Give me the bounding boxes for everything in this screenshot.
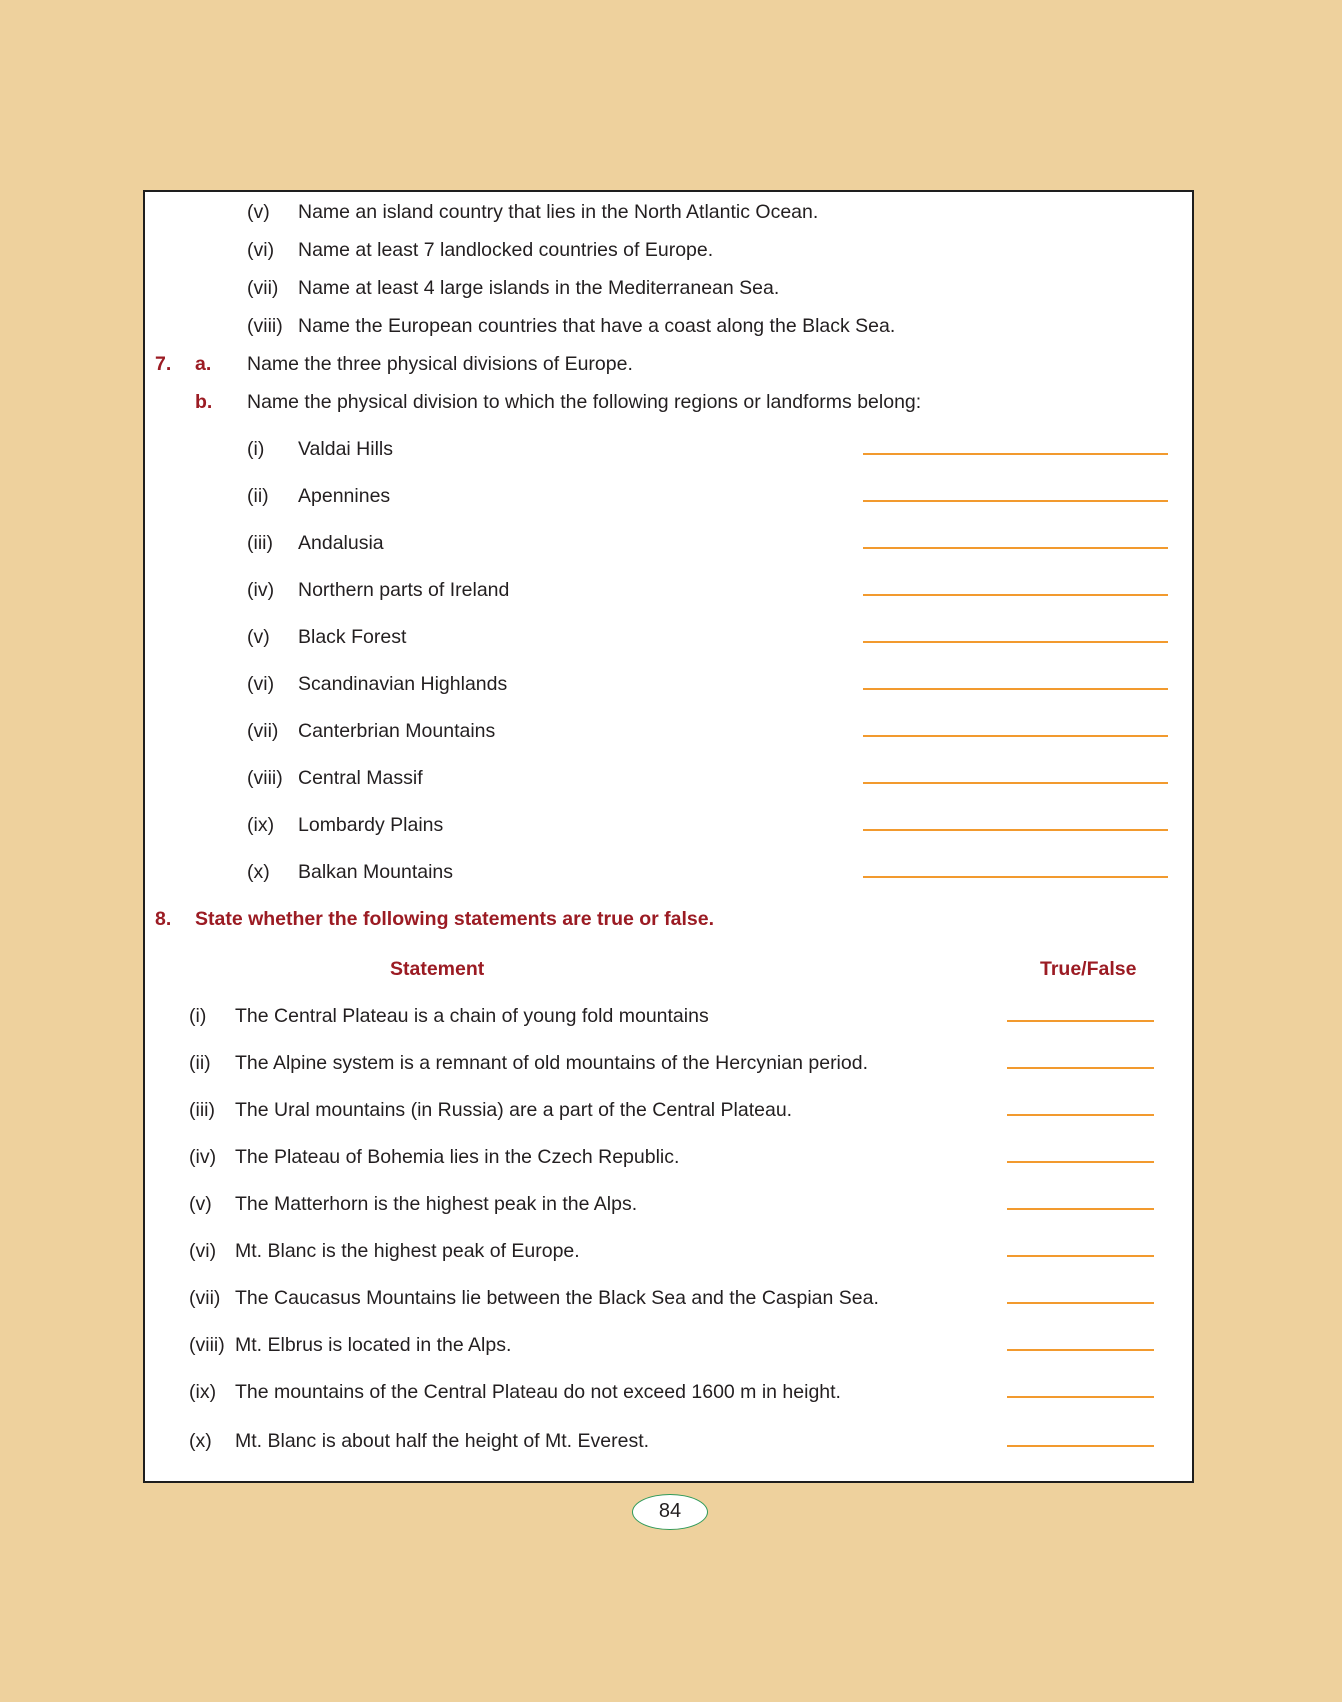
q8-item-roman: (i) <box>189 1005 207 1027</box>
q7b-item-roman: (ix) <box>247 814 275 836</box>
q8-item-roman: (x) <box>189 1430 212 1452</box>
q8-item-roman: (viii) <box>189 1334 225 1356</box>
q8-item-text: The Plateau of Bohemia lies in the Czech Republic. <box>235 1146 680 1168</box>
q6-item-vi-roman: (vi) <box>247 239 275 261</box>
q7b-item-text: Northern parts of Ireland <box>298 579 510 601</box>
q7b-item-text: Balkan Mountains <box>298 861 454 883</box>
q8-item-roman: (iv) <box>189 1146 217 1168</box>
q8-instruction: State whether the following statements are true or false. <box>195 908 715 930</box>
q8-item-text: The Ural mountains (in Russia) are a part of the Central Plateau. <box>235 1099 793 1121</box>
answer-blank[interactable] <box>863 735 1168 737</box>
worksheet-frame <box>143 190 1194 1483</box>
q8-item-roman: (v) <box>189 1193 212 1215</box>
q8-item-roman: (iii) <box>189 1099 215 1121</box>
true-false-blank[interactable] <box>1007 1445 1154 1447</box>
true-false-blank[interactable] <box>1007 1302 1154 1304</box>
q7b-item-roman: (iv) <box>247 579 275 601</box>
q7b-item-text: Lombardy Plains <box>298 814 444 836</box>
q8-item-roman: (ii) <box>189 1052 211 1074</box>
answer-blank[interactable] <box>863 782 1168 784</box>
q7b-letter: b. <box>195 391 213 413</box>
q8-item-roman: (vii) <box>189 1287 221 1309</box>
q8-item-roman: (ix) <box>189 1381 217 1403</box>
q8-item-roman: (vi) <box>189 1240 217 1262</box>
q8-item-text: The Caucasus Mountains lie between the Black Sea and the Caspian Sea. <box>235 1287 879 1309</box>
q6-item-vii-roman: (vii) <box>247 277 279 299</box>
true-false-blank[interactable] <box>1007 1208 1154 1210</box>
q7a-letter: a. <box>195 353 212 375</box>
answer-blank[interactable] <box>863 641 1168 643</box>
true-false-blank[interactable] <box>1007 1255 1154 1257</box>
q7b-item-text: Valdai Hills <box>298 438 394 460</box>
q8-item-text: Mt. Blanc is about half the height of Mt. Everest. <box>235 1430 650 1452</box>
q6-item-v-roman: (v) <box>247 201 270 223</box>
answer-blank[interactable] <box>863 876 1168 878</box>
q7b-item-text: Central Massif <box>298 767 423 789</box>
q6-item-v-text: Name an island country that lies in the North Atlantic Ocean. <box>298 201 819 223</box>
page-number: 84 <box>632 1494 708 1530</box>
answer-blank[interactable] <box>863 547 1168 549</box>
answer-blank[interactable] <box>863 500 1168 502</box>
q7b-item-roman: (iii) <box>247 532 273 554</box>
q8-item-text: The Matterhorn is the highest peak in the Alps. <box>235 1193 638 1215</box>
answer-blank[interactable] <box>863 829 1168 831</box>
q8-item-text: The Alpine system is a remnant of old mountains of the Hercynian period. <box>235 1052 868 1074</box>
q7b-item-text: Apennines <box>298 485 391 507</box>
q7b-item-roman: (x) <box>247 861 270 883</box>
q8-item-text: Mt. Blanc is the highest peak of Europe. <box>235 1240 580 1262</box>
q7b-item-text: Andalusia <box>298 532 384 554</box>
q7b-item-text: Scandinavian Highlands <box>298 673 508 695</box>
q7a-text: Name the three physical divisions of Europe. <box>247 353 633 375</box>
true-false-blank[interactable] <box>1007 1067 1154 1069</box>
q7b-item-roman: (vi) <box>247 673 275 695</box>
q7b-text: Name the physical division to which the following regions or landforms belong: <box>247 391 922 413</box>
q8-item-text: The Central Plateau is a chain of young fold mountains <box>235 1005 709 1027</box>
true-false-blank[interactable] <box>1007 1349 1154 1351</box>
q7-number: 7. <box>155 353 172 375</box>
answer-blank[interactable] <box>863 453 1168 455</box>
true-false-blank[interactable] <box>1007 1114 1154 1116</box>
q6-item-viii-text: Name the European countries that have a coast along the Black Sea. <box>298 315 896 337</box>
q8-number: 8. <box>155 908 172 930</box>
q8-item-text: The mountains of the Central Plateau do not exceed 1600 m in height. <box>235 1381 841 1403</box>
q8-item-text: Mt. Elbrus is located in the Alps. <box>235 1334 512 1356</box>
column-header-true-false: True/False <box>1040 958 1137 980</box>
q7b-item-roman: (i) <box>247 438 265 460</box>
true-false-blank[interactable] <box>1007 1020 1154 1022</box>
q7b-item-roman: (ii) <box>247 485 269 507</box>
q6-item-viii-roman: (viii) <box>247 315 283 337</box>
column-header-statement: Statement <box>390 958 485 980</box>
q6-item-vi-text: Name at least 7 landlocked countries of Europe. <box>298 239 714 261</box>
q7b-item-text: Black Forest <box>298 626 407 648</box>
q6-item-vii-text: Name at least 4 large islands in the Mediterranean Sea. <box>298 277 780 299</box>
answer-blank[interactable] <box>863 688 1168 690</box>
q7b-item-roman: (vii) <box>247 720 279 742</box>
q7b-item-text: Canterbrian Mountains <box>298 720 496 742</box>
q7b-item-roman: (v) <box>247 626 270 648</box>
answer-blank[interactable] <box>863 594 1168 596</box>
q7b-item-roman: (viii) <box>247 767 283 789</box>
true-false-blank[interactable] <box>1007 1161 1154 1163</box>
true-false-blank[interactable] <box>1007 1396 1154 1398</box>
